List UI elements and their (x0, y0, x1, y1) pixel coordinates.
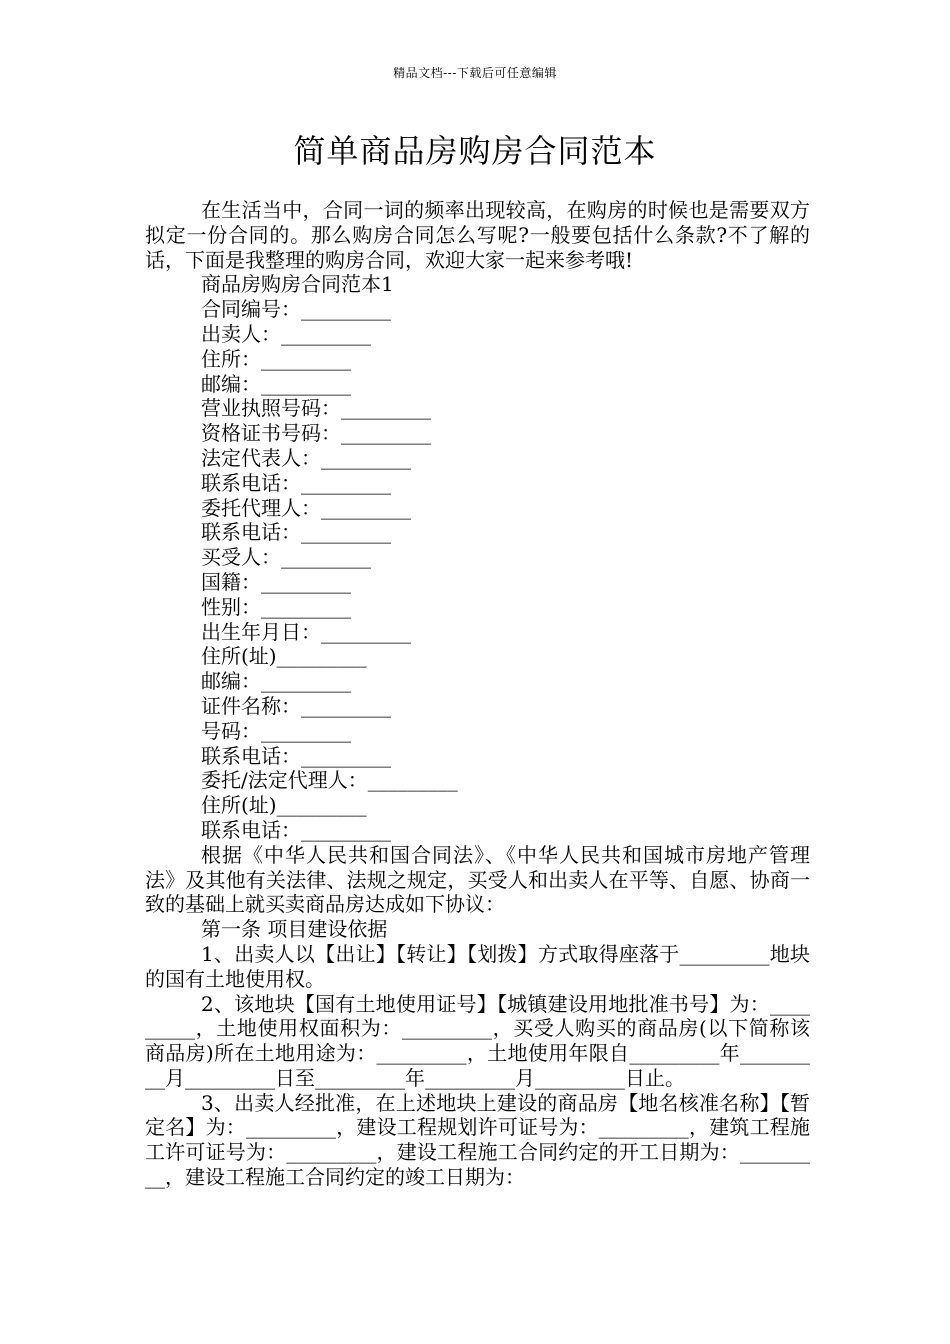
field-buyer-address: 住所(址)_________ (201, 644, 367, 669)
article-1-heading: 第一条 项目建设依据 (201, 917, 388, 942)
field-gender: 性别：_________ (201, 594, 351, 619)
legal-basis-paragraph: 根据《中华人民共和国合同法》、《中华人民共和国城市房地产管理法》及其他有关法律、法规之规定，买受人和出卖人在平等、自愿、协商一致的基础上就买卖商品房达成如下协议： (145, 842, 810, 917)
field-seller-agent-phone: 联系电话：_________ (201, 520, 391, 545)
clause-1: 1、出卖人以【出让】【转让】【划拨】方式取得座落于_________地块的国有土地使用权。 (145, 941, 810, 991)
field-buyer-postcode: 邮编：_________ (201, 669, 351, 694)
field-seller-postcode: 邮编：_________ (201, 371, 351, 396)
party-fields (145, 297, 810, 843)
field-contract-number: 合同编号：_________ (201, 297, 391, 322)
field-id-type: 证件名称：_________ (201, 693, 391, 718)
section-heading: 商品房购房合同范本1 (201, 272, 394, 297)
field-buyer-agent-address: 住所(址)_________ (201, 793, 367, 818)
field-buyer: 买受人：_________ (201, 545, 371, 570)
document-title: 简单商品房购房合同范本 (293, 132, 657, 170)
field-buyer-agent-phone: 联系电话：_________ (201, 817, 391, 842)
field-business-license: 营业执照号码：_________ (201, 396, 431, 421)
document-body (145, 198, 810, 1190)
field-seller-phone: 联系电话：_________ (201, 470, 391, 495)
field-seller-address: 住所：_________ (201, 346, 351, 371)
field-qualification-cert: 资格证书号码：_________ (201, 421, 431, 446)
field-legal-representative: 法定代表人：_________ (201, 445, 411, 470)
field-id-number: 号码：_________ (201, 718, 351, 743)
field-buyer-phone: 联系电话：_________ (201, 743, 391, 768)
field-buyer-agent: 委托/法定代理人：_________ (201, 768, 458, 793)
intro-paragraph: 在生活当中，合同一词的频率出现较高，在购房的时候也是需要双方拟定一份合同的。那么购房合同怎么写呢?一般要包括什么条款?不了解的话，下面是我整理的购房合同，欢迎大家一起来参考哦! (145, 198, 810, 272)
field-birth-date: 出生年月日：_________ (201, 619, 411, 644)
clause-2: 2、该地块【国有土地使用证号】【城镇建设用地批准书号】为：_________，土地使用权面积为：_________，买受人购买的商品房(以下简称该商品房)所在土地用途为：_________，土地使用年限自_________年_________月_________日至_________年_________月_________日止。 (145, 991, 810, 1090)
clause-3: 3、出卖人经批准，在上述地块上建设的商品房【地名核准名称】【暂定名】为：_________，建设工程规划许可证号为：_________，建筑工程施工许可证号为：_________，建设工程施工合同约定的开工日期为：_________，建设工程施工合同约定的竣工日期为： (145, 1090, 810, 1190)
page-header-note: 精品文档---下载后可任意编辑 (393, 66, 557, 80)
field-seller: 出卖人：_________ (201, 321, 371, 346)
field-nationality: 国籍：_________ (201, 569, 351, 594)
field-seller-agent: 委托代理人：_________ (201, 495, 411, 520)
